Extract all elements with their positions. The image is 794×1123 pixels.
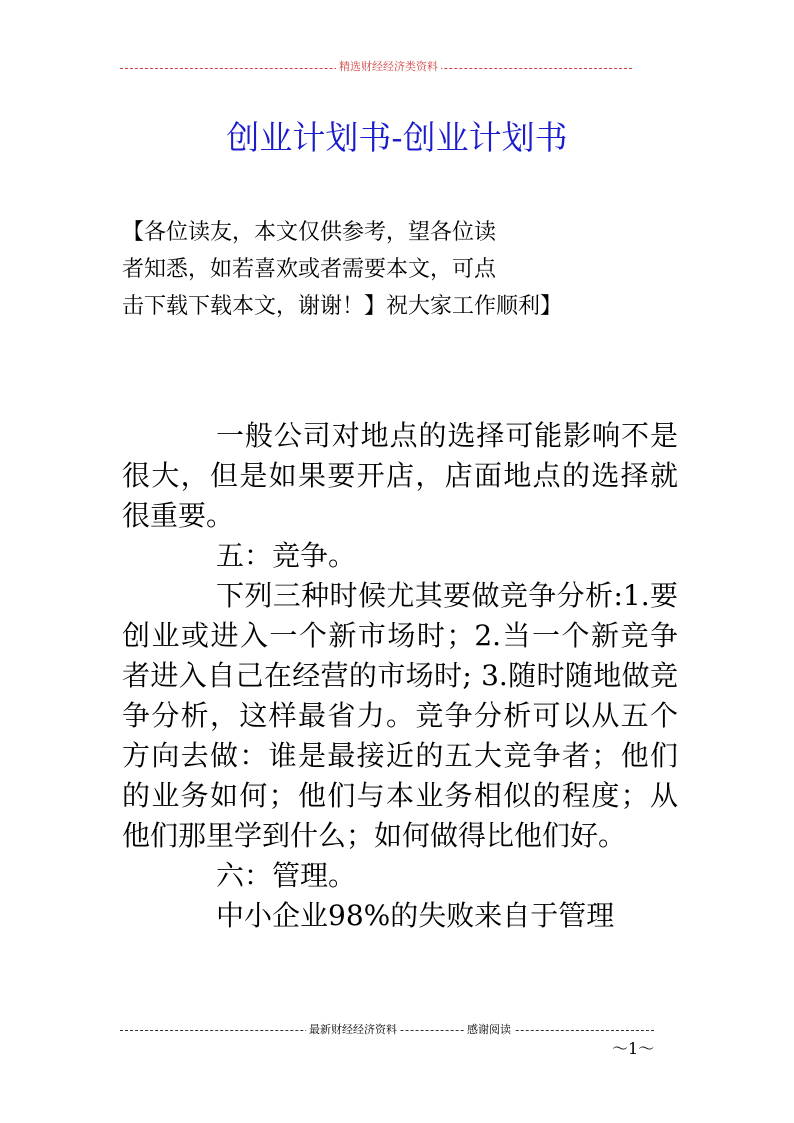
paragraph-competition: 下列三种时候尤其要做竞争分析:1.要创业或进入一个新市场时；2.当一个新竞争者进入自己在经营的市场时; 3.随时随地做竞争分析，这样最省力。竞争分析可以从五个方向去做：谁是最接近的五大竞争者；他们的业务如何；他们与本业务相似的程度；从他们那里学到什么；如何做得比他们好。 <box>122 579 678 852</box>
header-label: 精选财经经济类资料 <box>336 58 441 74</box>
page-number: ～1～ <box>612 1039 655 1058</box>
footer-right-label: 感谢阅读 <box>464 1021 514 1037</box>
document-body <box>122 416 678 936</box>
notice-line-1: 【各位读友，本文仅供参考，望各位读 <box>122 220 497 245</box>
notice-line-2: 者知悉，如若喜欢或者需要本文，可点 <box>122 257 497 282</box>
section-heading-competition: 五：竞争。 <box>216 539 357 572</box>
document-title: 创业计划书-创业计划书 <box>226 118 568 157</box>
footer-left-label: 最新财经经济资料 <box>306 1021 400 1037</box>
notice-line-3: 击下载下载本文，谢谢！】祝大家工作顺利】 <box>122 294 563 319</box>
paragraph-location: 一般公司对地点的选择可能影响不是很大，但是如果要开店，店面地点的选择就很重要。 <box>122 419 678 532</box>
reader-notice <box>122 214 642 325</box>
section-heading-management: 六：管理。 <box>216 859 357 892</box>
paragraph-management: 中小企业98%的失败来自于管理 <box>216 899 615 932</box>
